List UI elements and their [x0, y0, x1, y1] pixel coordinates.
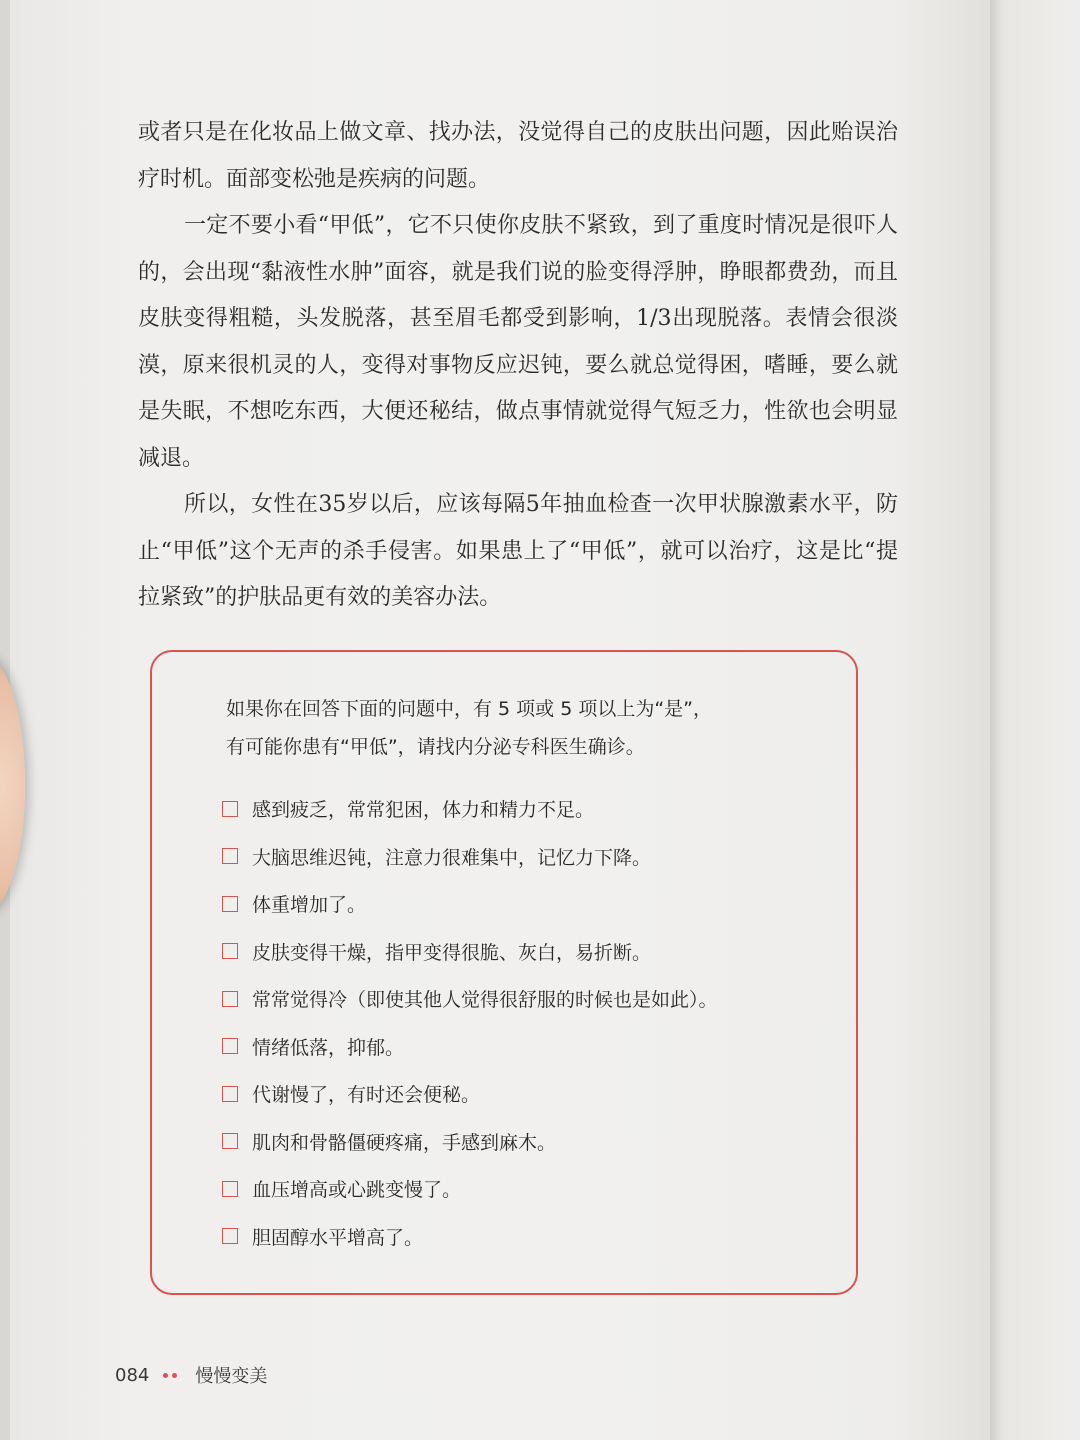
- checklist-item-label: 代谢慢了，有时还会便秘。: [252, 1084, 481, 1107]
- facing-page: [985, 0, 1080, 1440]
- checklist-item: [222, 975, 842, 1023]
- checkbox-icon: [222, 896, 238, 912]
- checkbox-icon: [222, 848, 238, 864]
- paragraph-3: 所以，女性在35岁以后，应该每隔5年抽血检查一次甲状腺激素水平，防止“甲低”这个无声的杀手侵害。如果患上了“甲低”，就可以治疗，这是比“提拉紧致”的护肤品更有效的美容办法。: [138, 492, 898, 610]
- checklist-item: [222, 880, 842, 928]
- dots-icon: [163, 1373, 181, 1378]
- checklist-item: [222, 785, 842, 833]
- checklist-item: [222, 928, 842, 976]
- checklist-item: [222, 833, 842, 881]
- checkbox-icon: [222, 1228, 238, 1244]
- page-number: 084: [115, 1364, 150, 1386]
- checklist-item-label: 常常觉得冷（即使其他人觉得很舒服的时候也是如此）。: [252, 989, 718, 1012]
- checklist-item-label: 皮肤变得干燥，指甲变得很脆、灰白，易折断。: [252, 941, 652, 964]
- checklist-item-label: 情绪低落，抑郁。: [252, 1036, 405, 1059]
- checkbox-icon: [222, 1086, 238, 1102]
- checkbox-icon: [222, 991, 238, 1007]
- checklist-item-label: 感到疲乏，常常犯困，体力和精力不足。: [252, 799, 595, 822]
- checklist-item-label: 大脑思维迟钝，注意力很难集中，记忆力下降。: [252, 846, 652, 869]
- checkbox-icon: [222, 801, 238, 817]
- checklist-item: [222, 1023, 842, 1071]
- checklist-item: [222, 1213, 842, 1261]
- checklist-item: [222, 1070, 842, 1118]
- checklist-item: [222, 1165, 842, 1213]
- checklist-intro: [226, 690, 826, 766]
- intro-line-1: 如果你在回答下面的问题中，有 5 项或 5 项以上为“是”，: [226, 698, 713, 720]
- checklist-item-label: 体重增加了。: [252, 894, 367, 917]
- paragraph-2: 一定不要小看“甲低”，它不只使你皮肤不紧致，到了重度时情况是很吓人的，会出现“黏液性水肿”面容，就是我们说的脸变得浮肿，睁眼都费劲，而且皮肤变得粗糙，头发脱落，甚至眉毛都受到影响，1/3出现脱落。表情会很淡漠，原来很机灵的人，变得对事物反应迟钝，要么就总觉得困，嗜睡，要么就是失眠，不想吃东西，大便还秘结，做点事情就觉得气短乏力，性欲也会明显减退。: [138, 213, 898, 471]
- checkbox-icon: [222, 1181, 238, 1197]
- body-text: [138, 110, 898, 622]
- checklist-item-label: 血压增高或心跳变慢了。: [252, 1179, 462, 1202]
- checkbox-icon: [222, 1038, 238, 1054]
- paragraph-1: 或者只是在化妆品上做文章、找办法，没觉得自己的皮肤出问题，因此贻误治疗时机。面部变松弛是疾病的问题。: [138, 120, 898, 192]
- checkbox-icon: [222, 1133, 238, 1149]
- checklist-item-label: 肌肉和骨骼僵硬疼痛，手感到麻木。: [252, 1131, 557, 1154]
- symptom-checklist: [222, 785, 842, 1260]
- checklist-item: [222, 1118, 842, 1166]
- checkbox-icon: [222, 943, 238, 959]
- book-title: 慢慢变美: [195, 1366, 268, 1387]
- intro-line-2: 有可能你患有“甲低”，请找内分泌专科医生确诊。: [226, 736, 645, 758]
- page-footer: [115, 1360, 267, 1390]
- checklist-item-label: 胆固醇水平增高了。: [252, 1226, 424, 1249]
